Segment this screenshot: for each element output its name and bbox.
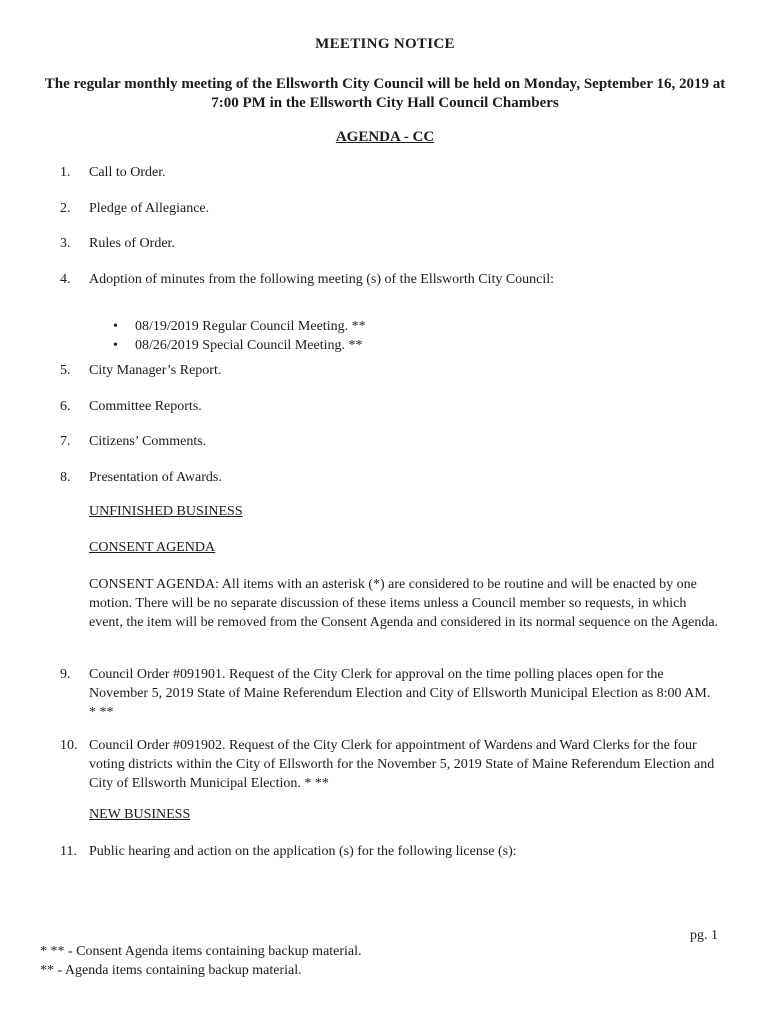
agenda-item (60, 432, 206, 451)
item-number: 3. (60, 236, 71, 251)
unfinished-business-heading: UNFINISHED BUSINESS (89, 504, 243, 519)
agenda-item (60, 361, 221, 380)
item-number: 6. (60, 399, 71, 414)
list-item (113, 336, 366, 355)
item-number: 8. (60, 470, 71, 485)
minutes-list (113, 317, 366, 355)
list-item (113, 317, 366, 336)
item-text: Rules of Order. (89, 236, 175, 251)
agenda-item (60, 468, 222, 487)
consent-agenda-heading: CONSENT AGENDA (89, 540, 216, 555)
item-number: 7. (60, 434, 71, 449)
item-text: Presentation of Awards. (89, 470, 222, 485)
minutes-entry: 08/19/2019 Regular Council Meeting. ** (135, 319, 366, 334)
agenda-item (60, 397, 202, 416)
item-text: Citizens’ Comments. (89, 434, 207, 449)
agenda-item (60, 736, 720, 793)
item-text: Committee Reports. (89, 399, 202, 414)
footnote: * ** - Consent Agenda items containing backup material. (40, 944, 362, 959)
item-text: Call to Order. (89, 165, 166, 180)
agenda-item (60, 665, 720, 722)
item-number: 2. (60, 201, 71, 216)
bullet-icon: • (113, 338, 118, 353)
item-text: Council Order #091902. Request of the City Clerk for appointment of Wardens and Ward Clerks for the four voting districts within the City of Ellsworth for the November 5, 2019 State of Maine Referendum Election and City of Ellsworth Municipal Election. * ** (89, 738, 715, 791)
item-text: Adoption of minutes from the following meeting (s) of the Ellsworth City Council: (89, 272, 555, 287)
consent-agenda-explanation: CONSENT AGENDA: All items with an asterisk (*) are considered to be routine and will be enacted by one motion. There will be no separate discussion of these items unless a Council member so requests, in which event, the item will be removed from the Consent Agenda and considered in its normal sequence on the Agenda. (89, 577, 719, 630)
agenda-item (60, 842, 517, 861)
meeting-notice-title: MEETING NOTICE (315, 36, 455, 52)
agenda-item (60, 270, 554, 289)
page-number: pg. 1 (690, 928, 718, 943)
item-number: 11. (60, 844, 77, 859)
item-number: 4. (60, 272, 71, 287)
minutes-entry: 08/26/2019 Special Council Meeting. ** (135, 338, 363, 353)
agenda-item (60, 163, 166, 182)
footnote: ** - Agenda items containing backup material. (40, 963, 302, 978)
item-number: 9. (60, 667, 71, 682)
item-number: 10. (60, 738, 78, 753)
item-text: Public hearing and action on the application (s) for the following license (s): (89, 844, 517, 859)
item-number: 5. (60, 363, 71, 378)
item-text: City Manager’s Report. (89, 363, 222, 378)
item-text: Pledge of Allegiance. (89, 201, 210, 216)
bullet-icon: • (113, 319, 118, 334)
agenda-item (60, 234, 175, 253)
meeting-description: The regular monthly meeting of the Ellsworth City Council will be held on Monday, September 16, 2019 at 7:00 PM in the Ellsworth City Hall Council Chambers (44, 76, 726, 111)
item-text: Council Order #091901. Request of the City Clerk for approval on the time polling places open for the November 5, 2019 State of Maine Referendum Election and City of Ellsworth Municipal Election as 8:00 AM. * ** (89, 667, 711, 720)
agenda-item (60, 199, 209, 218)
agenda-heading: AGENDA - CC (335, 129, 435, 145)
item-number: 1. (60, 165, 71, 180)
new-business-heading: NEW BUSINESS (89, 807, 191, 822)
